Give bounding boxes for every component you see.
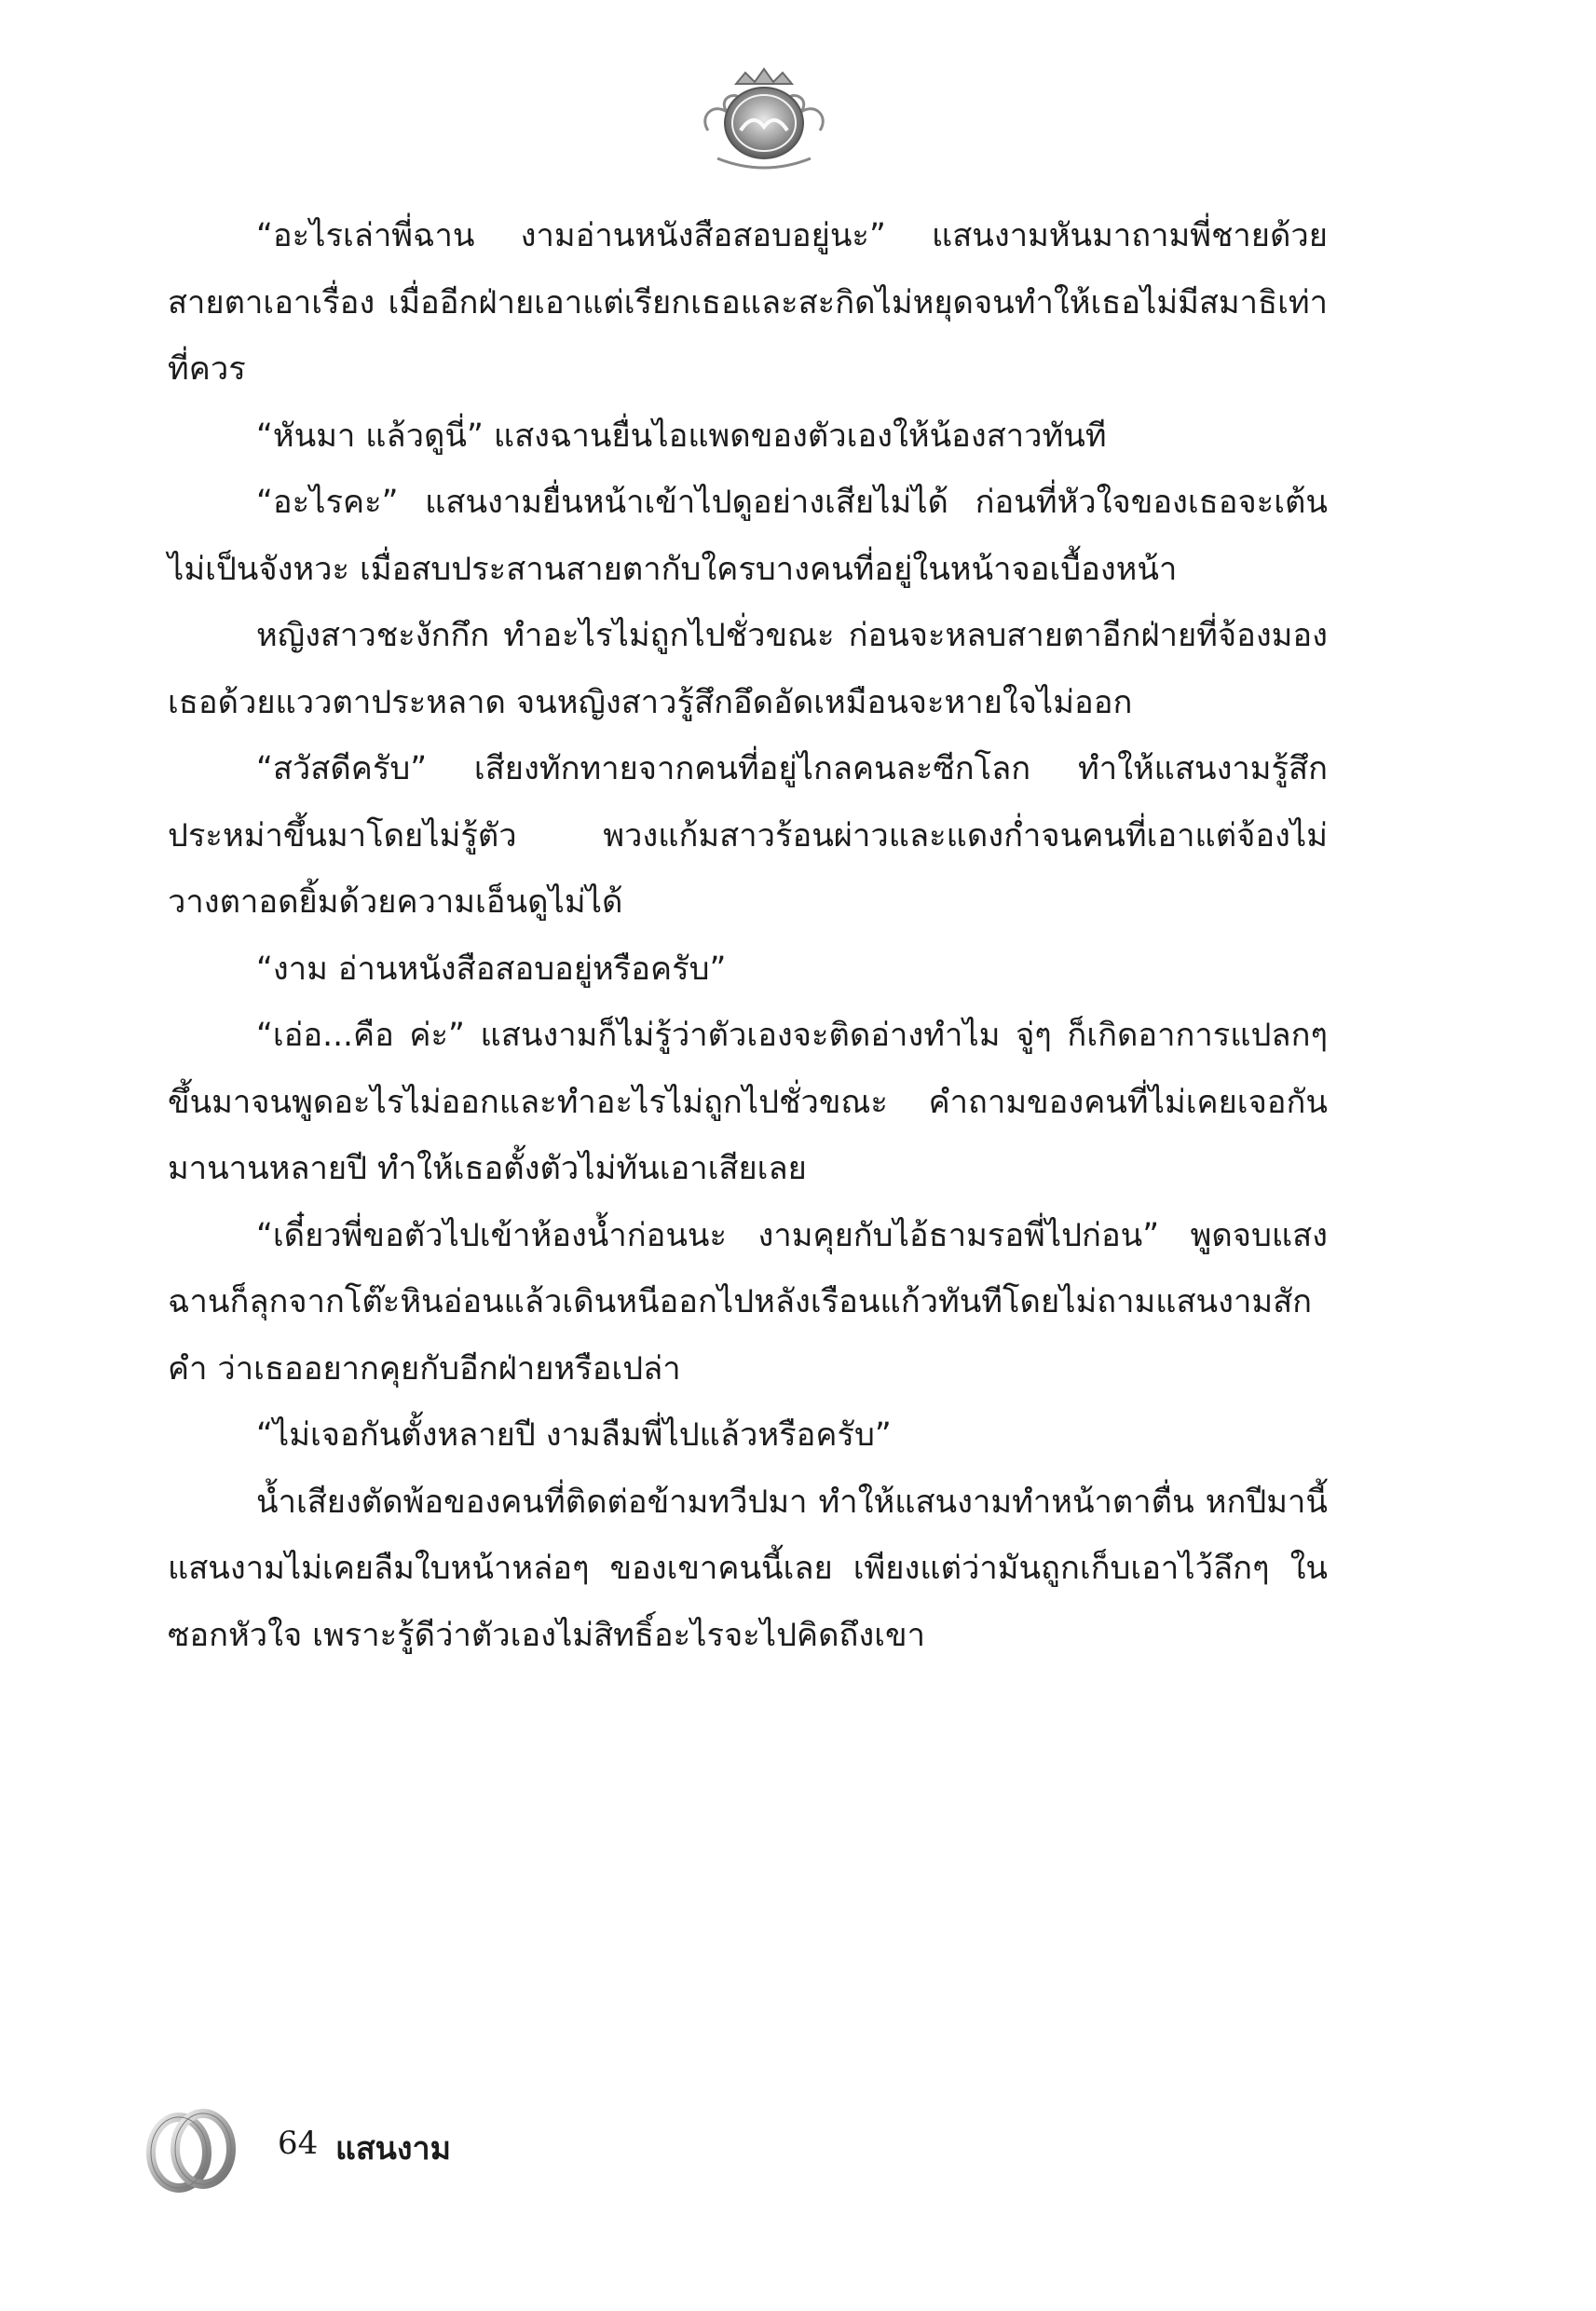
- paragraph: “อะไรคะ” แสนงามยื่นหน้าเข้าไปดูอย่างเสียไม่ได้ ก่อนที่หัวใจของเธอจะเต้นไม่เป็นจังหวะ เมื่อสบประสานสายตากับใครบางคนที่อยู่ในหน้าจอเบื้องหน้า: [168, 484, 1328, 588]
- publisher-crest-icon: [689, 65, 839, 177]
- chapter-text: [168, 203, 1328, 1669]
- page-number: 64: [278, 2125, 319, 2162]
- paragraph: “อะไรเล่าพี่ฉาน งามอ่านหนังสือสอบอยู่นะ” แสนงามหันมาถามพี่ชายด้วยสายตาเอาเรื่อง เมื่ออีกฝ่ายเอาแต่เรียกเธอและสะกิดไม่หยุดจนทำให้เธอไม่มีสมาธิเท่าที่ควร: [168, 217, 1328, 388]
- paragraph: หญิงสาวชะงักกึก ทำอะไรไม่ถูกไปชั่วขณะ ก่อนจะหลบสายตาอีกฝ่ายที่จ้องมองเธอด้วยแววตาประหลาด จนหญิงสาวรู้สึกอึดอัดเหมือนจะหายใจไม่ออก: [168, 617, 1328, 721]
- paragraph: “เดี๋ยวพี่ขอตัวไปเข้าห้องน้ำก่อนนะ งามคุยกับไอ้ธามรอพี่ไปก่อน” พูดจบแสงฉานก็ลุกจากโต๊ะหินอ่อนแล้วเดินหนีออกไปหลังเรือนแก้วทันทีโดยไม่ถามแสนงามสักคำ ว่าเธออยากคุยกับอีกฝ่ายหรือเปล่า: [168, 1216, 1328, 1388]
- paragraph: “สวัสดีครับ” เสียงทักทายจากคนที่อยู่ไกลคนละซีกโลก ทำให้แสนงามรู้สึกประหม่าขึ้นมาโดยไม่รู้ตัว พวงแก้มสาวร้อนผ่าวและแดงก่ำจนคนที่เอาแต่จ้องไม่วางตาอดยิ้มด้วยความเอ็นดูไม่ได้: [168, 750, 1328, 921]
- page-footer: [140, 2097, 699, 2208]
- paragraph: “เอ่อ...คือ ค่ะ” แสนงามก็ไม่รู้ว่าตัวเองจะติดอ่างทำไม จู่ๆ ก็เกิดอาการแปลกๆ ขึ้นมาจนพูดอะไรไม่ออกและทำอะไรไม่ถูกไปชั่วขณะ คำถามของคนที่ไม่เคยเจอกันมานานหลายปี ทำให้เธอตั้งตัวไม่ทันเอาเสียเลย: [168, 1017, 1328, 1187]
- paragraph: “ไม่เจอกันตั้งหลายปี งามลืมพี่ไปแล้วหรือครับ”: [256, 1416, 892, 1454]
- wedding-rings-icon: [140, 2097, 242, 2199]
- book-title: แสนงาม: [335, 2130, 452, 2167]
- paragraph: “หันมา แล้วดูนี่” แสงฉานยื่นไอแพดของตัวเองให้น้องสาวทันที: [256, 417, 1107, 455]
- paragraph: “งาม อ่านหนังสือสอบอยู่หรือครับ”: [256, 950, 727, 988]
- paragraph: น้ำเสียงตัดพ้อของคนที่ติดต่อข้ามทวีปมา ทำให้แสนงามทำหน้าตาตื่น หกปีมานี้แสนงามไม่เคยลืมใบหน้าหล่อๆ ของเขาคนนี้เลย เพียงแต่ว่ามันถูกเก็บเอาไว้ลึกๆ ในซอกหัวใจ เพราะรู้ดีว่าตัวเองไม่สิทธิ์อะไรจะไปคิดถึงเขา: [168, 1483, 1328, 1654]
